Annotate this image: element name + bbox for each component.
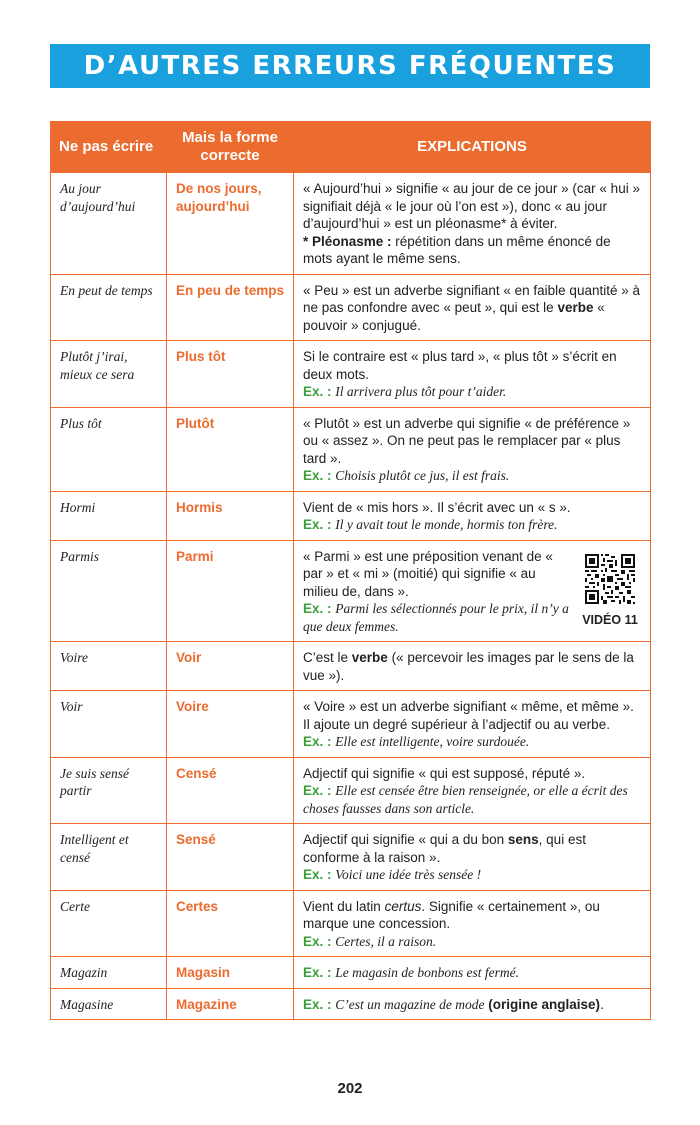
explanation-text-end: , qui est conforme à la raison ».: [303, 832, 586, 865]
explanation-text: Adjectif qui signifie « qui est supposé, réputé ».: [303, 765, 586, 781]
page-title-banner: D’AUTRES ERREURS FRÉQUENTES: [50, 44, 650, 88]
explanation: [294, 642, 651, 691]
correct-form: Plutôt: [167, 407, 294, 491]
explanation: [294, 890, 651, 957]
explanation-bold: verbe: [351, 650, 388, 665]
wrong-form: En peut de temps: [51, 274, 167, 341]
wrong-form: Intelligent et censé: [51, 824, 167, 891]
wrong-form: Plutôt j’irai, mieux ce sera: [51, 341, 167, 408]
explanation-text: Vient de « mis hors ». Il s’écrit avec un « s ».: [303, 499, 571, 515]
example-label: Ex. :: [303, 517, 332, 532]
table-row: [51, 540, 651, 642]
example-label: Ex. :: [303, 867, 332, 882]
wrong-form: Au jour d’aujourd’hui: [51, 173, 167, 275]
example-text: Il arrivera plus tôt pour t’aider.: [335, 384, 507, 399]
explanation-text-end: (« percevoir les images par le sens de la vue »).: [303, 650, 634, 683]
correct-form: Magasin: [167, 957, 294, 989]
correct-form: Hormis: [167, 491, 294, 540]
correct-form: Voire: [167, 691, 294, 758]
example-text: Il y avait tout le monde, hormis ton frère.: [335, 517, 558, 532]
table-row: [51, 274, 651, 341]
correct-form: De nos jours, aujourd’hui: [167, 173, 294, 275]
explanation-bold: verbe: [557, 300, 594, 315]
correct-form: Certes: [167, 890, 294, 957]
table-row: [51, 173, 651, 275]
header-wrong: Ne pas écrire: [51, 122, 167, 173]
explanation: [294, 407, 651, 491]
table-row: [51, 957, 651, 989]
origin-note-end: .: [600, 996, 604, 1012]
explanation-text: « Voire » est un adverbe signifiant « même, et même ». Il ajoute un degré supérieur à l’adjectif ou au verbe.: [303, 699, 634, 732]
example-text: Elle est censée être bien renseignée, or elle a écrit des choses fausses dans son article.: [303, 783, 628, 816]
wrong-form: Parmis: [51, 540, 167, 642]
qr-code-icon[interactable]: [585, 554, 635, 604]
explanation: [294, 824, 651, 891]
table-row: [51, 407, 651, 491]
wrong-form: Je suis sensé partir: [51, 757, 167, 824]
explanation-text: « Parmi » est une préposition venant de « par » et « mi » (moitié) qui signifie « au milieu de, dans ».: [303, 548, 553, 599]
explanation: [294, 173, 651, 275]
table-row: [51, 757, 651, 824]
example-text: C’est un magazine de mode: [335, 996, 485, 1012]
wrong-form: Voir: [51, 691, 167, 758]
explanation-text: Adjectif qui signifie « qui a du bon: [303, 832, 508, 847]
wrong-form: Voire: [51, 642, 167, 691]
explanation: [294, 274, 651, 341]
correct-form: Voir: [167, 642, 294, 691]
video-link[interactable]: [578, 554, 642, 630]
table-row: [51, 824, 651, 891]
explanation-bold: sens: [507, 832, 539, 847]
example-text: Voici une idée très sensée !: [335, 867, 482, 882]
explanation-text: « Plutôt » est un adverbe qui signifie « de préférence » ou « assez ». On ne peut pas le remplacer par « plus tard ».: [303, 415, 631, 466]
header-correct: Mais la forme correcte: [167, 122, 294, 173]
correct-form: Censé: [167, 757, 294, 824]
table-header-row: [51, 122, 651, 173]
example-label: Ex. :: [303, 601, 332, 616]
page-number: 202: [337, 1080, 363, 1097]
definition-term: * Pléonasme :: [303, 233, 392, 249]
table-row: [51, 491, 651, 540]
explanation-text: « Peu » est un adverbe signifiant « en faible quantité » à ne pas confondre avec « peut », qui est le: [303, 282, 640, 315]
wrong-form: Certe: [51, 890, 167, 957]
wrong-form: Magasine: [51, 988, 167, 1020]
explanation: [294, 341, 651, 408]
errors-table: [50, 121, 651, 1020]
correct-form: Plus tôt: [167, 341, 294, 408]
header-explanations: EXPLICATIONS: [294, 122, 651, 173]
origin-note: (origine anglaise): [488, 996, 601, 1012]
example-text: Certes, il a raison.: [335, 933, 437, 949]
explanation: [294, 988, 651, 1020]
table-row: [51, 890, 651, 957]
explanation: [294, 491, 651, 540]
correct-form: Magazine: [167, 988, 294, 1020]
example-label: Ex. :: [303, 734, 332, 749]
correct-form: En peu de temps: [167, 274, 294, 341]
video-label: VIDÉO 11: [582, 613, 638, 627]
explanation-italic: certus: [384, 898, 422, 914]
wrong-form: Magazin: [51, 957, 167, 989]
example-text: Le magasin de bonbons est fermé.: [335, 965, 520, 980]
example-label: Ex. :: [303, 996, 332, 1012]
explanation: [294, 540, 651, 642]
correct-form: Sensé: [167, 824, 294, 891]
example-label: Ex. :: [303, 965, 332, 980]
example-text: Elle est intelligente, voire surdouée.: [335, 734, 530, 749]
explanation: [294, 757, 651, 824]
definition-text: répétition dans un même énoncé de mots ayant le même sens.: [303, 233, 611, 266]
wrong-form: Hormi: [51, 491, 167, 540]
example-label: Ex. :: [303, 384, 332, 399]
example-text: Choisis plutôt ce jus, il est frais.: [335, 468, 510, 483]
correct-form: Parmi: [167, 540, 294, 642]
explanation: [294, 691, 651, 758]
wrong-form: Plus tôt: [51, 407, 167, 491]
explanation-text: Vient du latin: [303, 898, 385, 914]
explanation-text-end: . Signifie « certainement », ou marque une concession.: [303, 898, 600, 931]
table-row: [51, 642, 651, 691]
example-text: Parmi les sélectionnés pour le prix, il n’y a que deux femmes.: [303, 601, 569, 634]
example-label: Ex. :: [303, 783, 332, 798]
example-label: Ex. :: [303, 468, 332, 483]
explanation-text: « Aujourd’hui » signifie « au jour de ce jour » (car « hui » signifiait déjà « le jour où l’on est »), donc « au jour d’aujourd’hui » est un pléonasme* à éviter.: [303, 181, 640, 231]
table-row: [51, 988, 651, 1020]
explanation: [294, 957, 651, 989]
explanation-text: Si le contraire est « plus tard », « plus tôt » s’écrit en deux mots.: [303, 349, 617, 382]
explanation-text: C’est le: [303, 650, 352, 665]
explanation-text-end: « pouvoir » conjugué.: [303, 300, 605, 333]
example-label: Ex. :: [303, 933, 332, 949]
table-row: [51, 691, 651, 758]
table-row: [51, 341, 651, 408]
